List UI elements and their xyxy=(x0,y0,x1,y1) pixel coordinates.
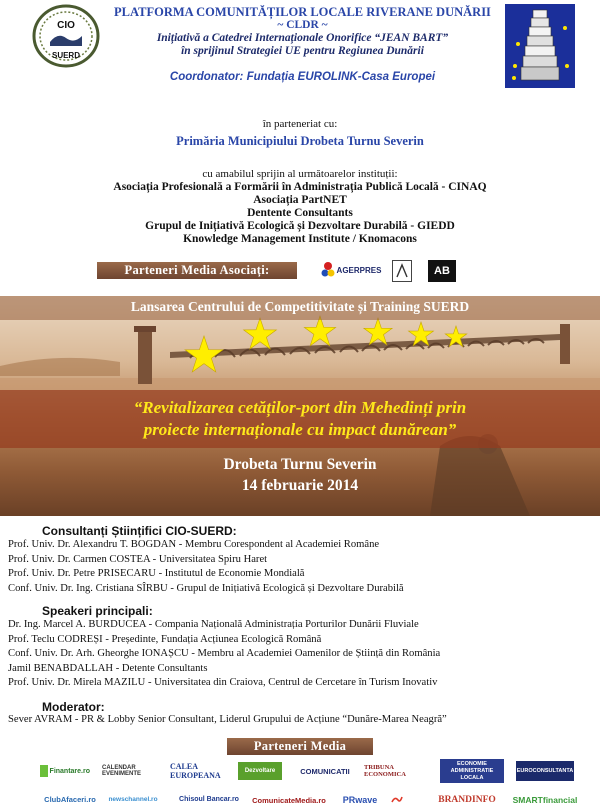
institution-knomacons: Knowledge Management Institute / Knomacons xyxy=(183,233,417,245)
logo-tribuna-economica xyxy=(364,761,434,781)
institution-cinaq: Asociația Profesională a Formării în Administrația Publică Locală - CINAQ xyxy=(113,181,487,193)
list-item: Prof. Univ. Dr. Carmen COSTEA - Universitatea Spiru Haret xyxy=(8,553,268,565)
logo-comunicatemedia-text: ComunicateMedia.ro xyxy=(252,795,326,805)
logo-left-text-bottom: SUERD xyxy=(51,51,81,60)
event-heading: Lansarea Centrului de Competitivitate și Training SUERD xyxy=(130,299,470,314)
event-place: Drobeta Turnu Severin xyxy=(223,456,377,473)
partner-small-logo xyxy=(392,260,412,282)
partner-primaria: Primăria Municipiului Drobeta Turnu Severin xyxy=(176,134,424,148)
finantare-icon xyxy=(40,765,48,777)
logo-left-text-top: CIO xyxy=(57,20,75,31)
media-partners-label xyxy=(227,738,373,755)
moderator-line: Sever AVRAM - PR & Lobby Senior Consultant, Liderul Grupului de Acțiune “Dunăre-Marea Neagră” xyxy=(8,714,447,725)
agerpres-mark-icon xyxy=(321,261,335,279)
initiative-line-1: Inițiativă a Catedrei Internaționale Onorifice “JEAN BART” xyxy=(156,32,449,44)
logo-prwave xyxy=(338,791,382,809)
logo-newschannel xyxy=(104,789,162,809)
ab-logo-text: AB xyxy=(434,265,450,277)
logo-chisoul-bancar xyxy=(176,789,242,809)
partnership-intro: în parteneriat cu: xyxy=(262,118,338,130)
logo-euroconsultanta-text: EUROCONSULTANTA xyxy=(516,768,574,774)
list-item: Prof. Univ. Dr. Mirela MAZILU - Universitatea din Craiova, Centrul de Cercetare în Turism Inovativ xyxy=(8,677,438,689)
logo-calendar xyxy=(102,760,162,782)
logo-smartfinancial xyxy=(508,791,582,809)
logo-prwave-text: PRwave xyxy=(342,795,378,805)
list-item: Prof. Teclu CODREȘI - Președinte, Fundația Acțiunea Ecologică Română xyxy=(8,633,322,645)
logo-brandinfo-text: BRANDINFO xyxy=(438,795,496,805)
initiative-line-2: în sprijinul Strategiei UE pentru Regiunea Dunării xyxy=(181,45,424,57)
institution-partnet: Asociația PartNET xyxy=(253,194,347,206)
logo-comunicatii xyxy=(292,762,358,780)
event-quote-line-2: proiecte internaționale cu impact dunărean” xyxy=(143,420,457,439)
banner-star-2 xyxy=(244,318,277,349)
institution-dentente: Dentente Consultants xyxy=(247,207,353,219)
media-partners-label-text: Parteneri Media xyxy=(253,739,347,753)
wave-icon xyxy=(391,794,403,806)
coordinator-line: Coordonator: Fundația EUROLINK-Casa Europei xyxy=(169,71,436,83)
logo-prwave-mark xyxy=(390,791,404,809)
list-item: Prof. Univ. Dr. Alexandru T. BOGDAN - Membru Corespondent al Academiei Române xyxy=(8,539,380,550)
logo-calendar-text: CALENDAR EVENIMENTE xyxy=(102,765,142,777)
list-item: Jamil BENABDALLAH - Detente Consultants xyxy=(8,662,208,674)
list-item: Dr. Ing. Marcel A. BURDUCEA - Compania Națională Administrația Porturilor Dunării Fluviale xyxy=(8,619,419,630)
emblem-icon xyxy=(395,263,409,279)
associated-media-label-text: Parteneri Media Asociați: xyxy=(124,263,270,277)
agerpres-logo xyxy=(316,258,386,282)
associated-media-label xyxy=(97,262,297,279)
logo-smartfinancial-text: SMARTfinancial xyxy=(512,795,578,805)
platform-title: PLATFORMA COMUNITĂȚILOR LOCALE RIVERANE DUNĂRII xyxy=(114,5,491,19)
logo-tribuna-economica-text: TRIBUNA ECONOMICA xyxy=(364,764,406,778)
logo-clubafaceri-text: ClubAfaceri.ro xyxy=(44,794,96,804)
agerpres-logo-text: AGERPRES xyxy=(336,265,382,275)
platform-subtitle: ~ CLDR ~ xyxy=(277,19,328,31)
list-item: Prof. Univ. Dr. Petre PRISECARU - Institutul de Economie Mondială xyxy=(8,568,305,580)
ab-logo xyxy=(428,260,456,282)
consultants-list xyxy=(8,538,598,596)
logo-finantare xyxy=(40,762,90,780)
consultants-heading: Consultanți Științifici CIO-SUERD: xyxy=(42,524,237,538)
speakers-list xyxy=(8,618,598,691)
danube-strategy-logo xyxy=(505,4,575,88)
banner-star-3 xyxy=(304,316,335,346)
cio-suerd-logo xyxy=(32,4,100,68)
logo-dezvoltare-text: Dezvoltare xyxy=(244,768,276,774)
event-date: 14 februarie 2014 xyxy=(241,477,359,494)
institution-giedd: Grupul de Inițiativă Ecologică și Dezvoltare Durabilă - GIEDD xyxy=(145,220,455,232)
logo-dezvoltare xyxy=(238,762,282,780)
speakers-heading: Speakeri principali: xyxy=(42,604,153,618)
logo-euroconsultanta xyxy=(516,761,574,781)
logo-newschannel-text: newschannel.ro xyxy=(108,795,158,803)
banner-star-1 xyxy=(185,336,223,372)
list-item: Conf. Univ. Dr. Ing. Cristiana SÎRBU - Grupul de Inițiativă Ecologică și Dezvoltare Durabilă xyxy=(8,582,404,594)
support-intro: cu amabilul sprijin al următoarelor instituții: xyxy=(202,168,398,180)
list-item: Conf. Univ. Dr. Arh. Gheorghe IONAȘCU - Membru al Academiei Oamenilor de Știință din România xyxy=(8,648,441,660)
logo-chisoul-bancar-text: Chisoul Bancar.ro xyxy=(179,795,239,803)
logo-calea-europeana xyxy=(170,758,232,784)
logo-calea-europeana-text: CALEA EUROPEANA xyxy=(170,762,221,780)
logo-economie-text: ECONOMIE ADMINISTRATIE LOCALA xyxy=(450,760,494,781)
banner-star-4 xyxy=(364,318,392,345)
logo-brandinfo xyxy=(436,791,498,809)
logo-finantare-text: Finantare.ro xyxy=(49,767,90,775)
event-banner xyxy=(0,296,600,516)
event-quote-line-1: “Revitalizarea cetăților-port din Mehedinți prin xyxy=(133,398,467,417)
logo-clubafaceri xyxy=(40,790,100,808)
moderator-heading: Moderator: xyxy=(42,700,105,714)
logo-comunicatemedia xyxy=(252,792,326,808)
logo-economie-administratie-locala xyxy=(440,759,504,783)
logo-comunicatii-text: COMUNICATII xyxy=(300,766,350,776)
